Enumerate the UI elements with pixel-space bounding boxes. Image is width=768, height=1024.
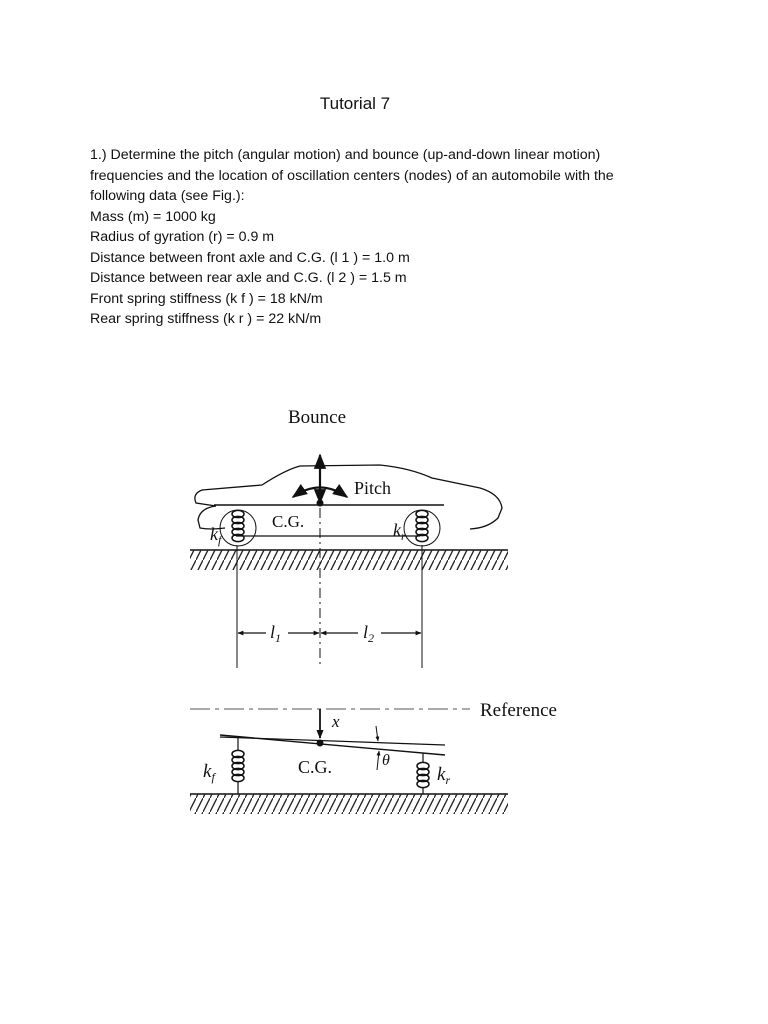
ground-hatch-bottom: [190, 794, 508, 814]
rear-spring: [416, 510, 428, 541]
pitched-beam: [220, 735, 445, 755]
x-label: x: [332, 712, 340, 731]
front-spring-model: [232, 750, 244, 781]
l1-label: $l_1$: [270, 622, 282, 645]
front-spring: [232, 510, 244, 541]
car-body-outline: [195, 465, 502, 529]
question-line: following data (see Fig.):: [90, 188, 245, 204]
bounce-label: Bounce: [288, 407, 347, 428]
cg-top-label: C.G.: [272, 512, 305, 531]
data-line-mass: Mass (m) = 1000 kg: [90, 208, 216, 225]
cg-bottom-label: C.G.: [298, 757, 333, 777]
data-line-kr: Rear spring stiffness (k r ) = 22 kN/m: [90, 311, 322, 327]
kf-bottom-label: $k_f$: [203, 761, 215, 784]
kr-top-label: $k_r$: [393, 520, 406, 543]
ground-hatch-top: [190, 550, 508, 570]
kf-top-label: $k_f$: [210, 524, 222, 547]
data-line-kf: Front spring stiffness (k f ) = 18 kN/m: [90, 290, 323, 307]
pitch-label: Pitch: [354, 478, 392, 498]
data-line-l1: Distance between front axle and C.G. (l 1 ) = 1.0 m: [90, 249, 410, 266]
theta-arrow-down: [376, 726, 378, 741]
cg-dot-top: [317, 500, 324, 507]
reference-label: Reference: [480, 700, 557, 721]
kr-bottom-label: $k_r$: [437, 764, 451, 787]
page-title: Tutorial 7: [319, 94, 391, 113]
cg-dot-bottom: [317, 740, 324, 747]
car-figure: [190, 407, 508, 668]
rear-spring-model: [417, 762, 429, 787]
data-line-l2: Distance between rear axle and C.G. (l 2 ) = 1.5 m: [90, 270, 407, 286]
theta-arrow-up: [377, 751, 379, 770]
model-figure: [190, 700, 557, 814]
theta-label: θ: [382, 752, 390, 769]
question-line: 1.) Determine the pitch (angular motion) and bounce (up-and-down linear motion): [90, 147, 601, 163]
l2-label: $l_2$: [363, 622, 375, 645]
data-line-gyration: Radius of gyration (r) = 0.9 m: [90, 229, 275, 245]
question-line: frequencies and the location of oscillation centers (nodes) of an automobile with the: [90, 167, 614, 184]
